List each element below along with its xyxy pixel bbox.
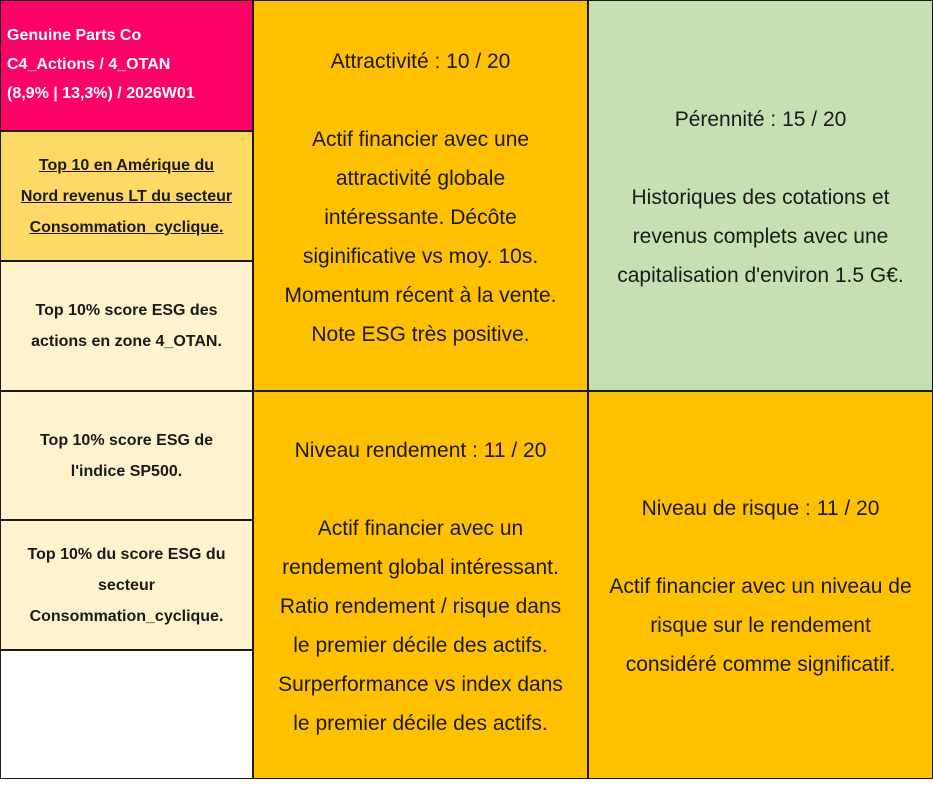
badge-line: Top 10% du score ESG du — [27, 545, 226, 563]
rendement-line: rendement global intéressant. — [282, 556, 559, 579]
perennite-panel — [588, 0, 933, 391]
perennite-line: revenus complets avec une — [632, 225, 889, 248]
rendement-panel — [253, 391, 588, 779]
badge-line: Nord revenus LT du secteur — [20, 187, 233, 205]
attractivite-title: Attractivité : 10 / 20 — [330, 50, 511, 73]
attractivite-line: siginificative vs moy. 10s. — [302, 245, 539, 268]
rendement-title: Niveau rendement : 11 / 20 — [294, 439, 547, 462]
esg-index-badge — [0, 391, 253, 520]
badge-line: Top 10% score ESG des — [35, 302, 218, 319]
attractivite-line: attractivité globale — [335, 167, 506, 190]
risque-title: Niveau de risque : 11 / 20 — [641, 497, 880, 520]
attractivite-line: Note ESG très positive. — [311, 323, 530, 346]
badge-line: Consommation_cyclique. — [29, 218, 224, 236]
rendement-line: Ratio rendement / risque dans — [279, 595, 562, 618]
attractivite-line: Momentum récent à la vente. — [284, 284, 557, 307]
header-cell — [0, 0, 253, 131]
top10-north-america-badge — [0, 131, 253, 261]
risque-line: Actif financier avec un niveau de — [609, 575, 912, 598]
rendement-line: le premier décile des actifs. — [293, 712, 548, 735]
company-name: Genuine Parts Co — [7, 27, 142, 44]
empty-cell — [0, 650, 253, 779]
badge-line: Top 10% score ESG de — [39, 431, 214, 449]
rendement-line: le premier décile des actifs. — [293, 634, 548, 657]
perennite-title: Pérennité : 15 / 20 — [674, 108, 847, 131]
attractivite-panel — [253, 0, 588, 391]
perennite-line: Historiques des cotations et — [631, 186, 890, 209]
badge-line: Consommation_cyclique. — [29, 607, 224, 625]
badge-line: actions en zone 4_OTAN. — [31, 333, 222, 350]
rendement-line: Actif financier avec un — [317, 517, 524, 540]
risque-panel — [588, 391, 933, 779]
esg-sector-badge — [0, 520, 253, 650]
risque-line: risque sur le rendement — [650, 614, 871, 637]
attractivite-line: intéressante. Décôte — [324, 206, 517, 229]
performance-stats: (8,9% | 13,3%) / 2026W01 — [7, 85, 195, 102]
perennite-line: capitalisation d'environ 1.5 G€. — [617, 264, 904, 287]
attractivite-line: Actif financier avec une — [311, 128, 530, 151]
badge-line: l'indice SP500. — [70, 462, 183, 480]
risque-line: considéré comme significatif. — [625, 653, 896, 676]
rendement-line: Surperformance vs index dans — [278, 673, 563, 696]
esg-zone-badge — [0, 261, 253, 391]
badge-line: Top 10 en Amérique du — [38, 156, 215, 174]
badge-line: secteur — [98, 576, 155, 594]
asset-category: C4_Actions / 4_OTAN — [7, 56, 171, 73]
